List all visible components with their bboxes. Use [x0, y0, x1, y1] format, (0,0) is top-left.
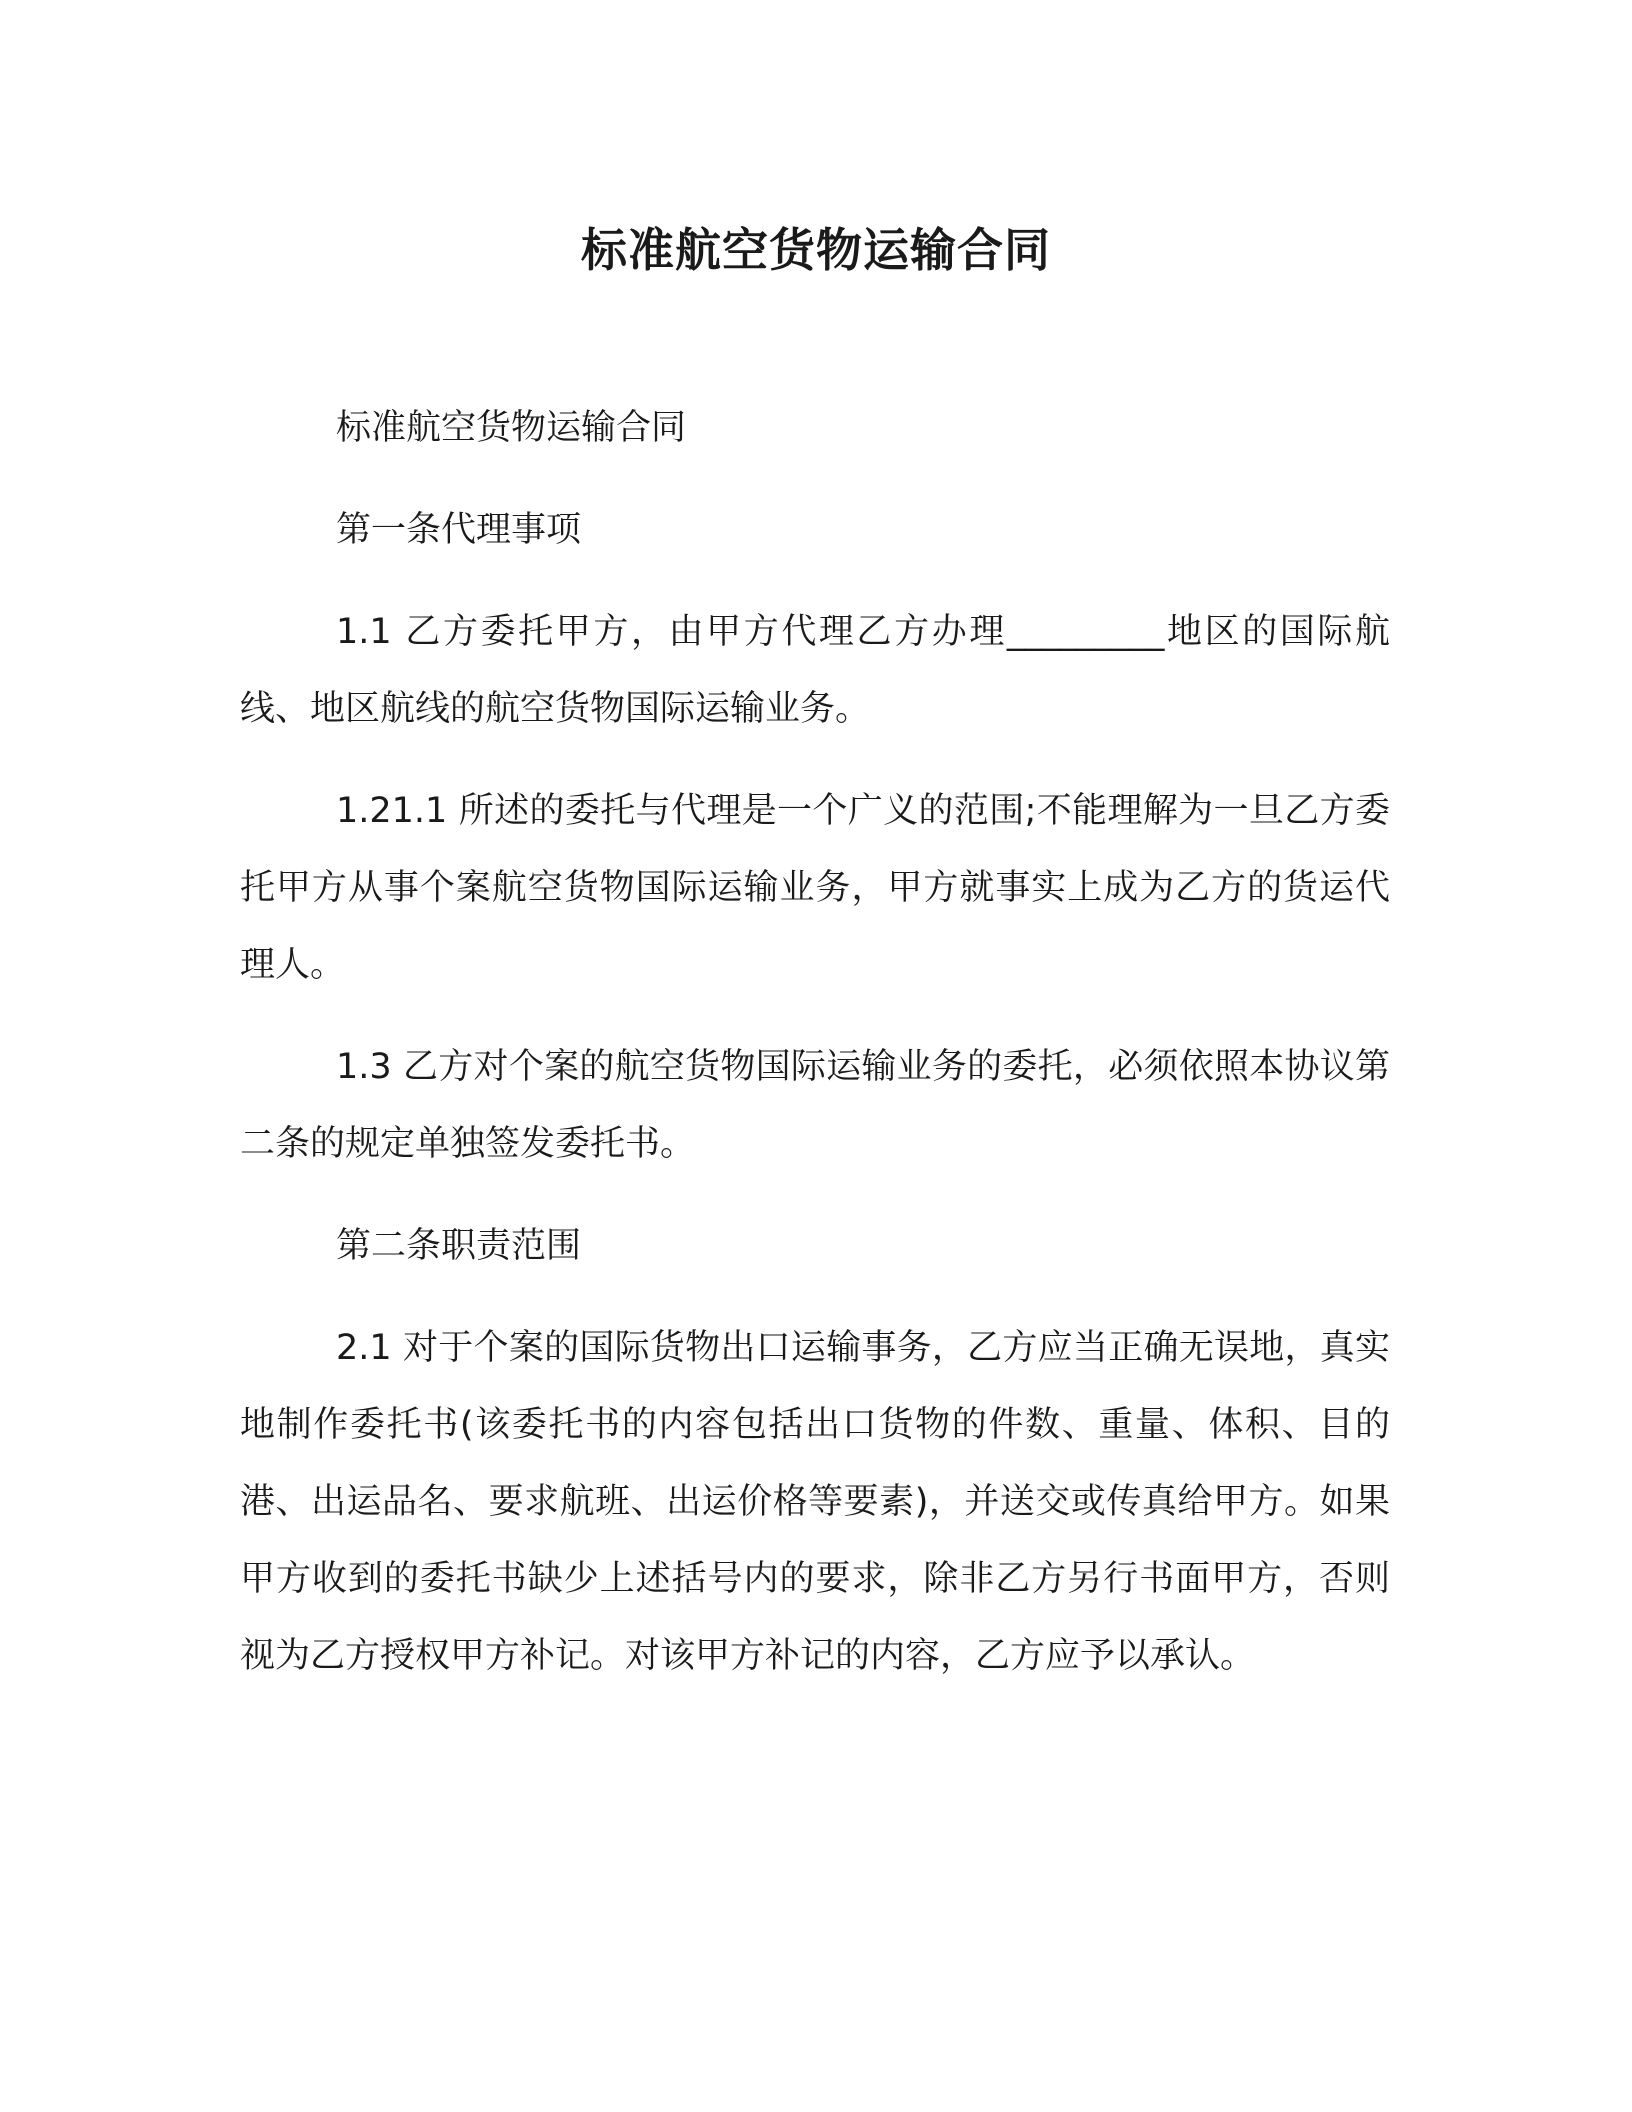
clause-1-2: 1.21.1 所述的委托与代理是一个广义的范围;不能理解为一旦乙方委托甲方从事个案航空货物国际运输业务，甲方就事实上成为乙方的货运代理人。 [240, 791, 1390, 985]
document-subtitle: 标准航空货物运输合同 [336, 408, 687, 448]
clause-1-3: 1.3 乙方对个案的航空货物国际运输业务的委托，必须依照本协议第二条的规定单独签发委托书。 [240, 1047, 1390, 1164]
document-body [240, 390, 1390, 1720]
article-1-heading: 第一条代理事项 [336, 510, 582, 550]
article-2-heading: 第二条职责范围 [336, 1226, 582, 1266]
document-title: 标准航空货物运输合同 [581, 223, 1051, 277]
clause-2-1: 2.1 对于个案的国际货物出口运输事务，乙方应当正确无误地，真实地制作委托书(该委托书的内容包括出口货物的件数、重量、体积、目的港、出运品名、要求航班、出运价格等要素)，并送交或传真给甲方。如果甲方收到的委托书缺少上述括号内的要求，除非乙方另行书面甲方，否则视为乙方授权甲方补记。对该甲方补记的内容，乙方应予以承认。 [240, 1328, 1390, 1676]
clause-1-1: 1.1 乙方委托甲方，由甲方代理乙方办理_________地区的国际航线、地区航线的航空货物国际运输业务。 [240, 612, 1390, 729]
